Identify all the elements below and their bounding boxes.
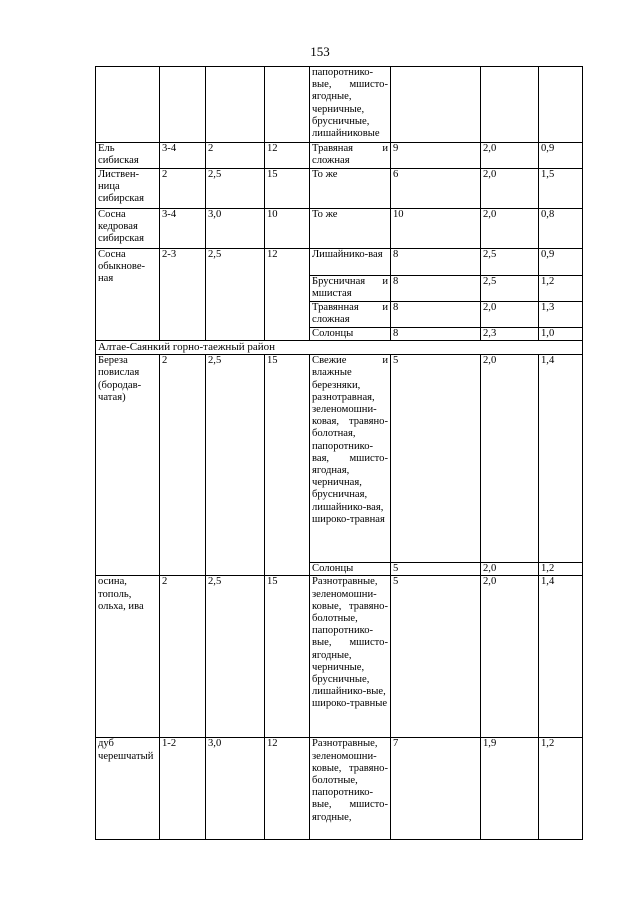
table-cell: 2,0 (481, 302, 539, 328)
species-cell: Ель сибиская (96, 143, 160, 169)
table-cell (265, 67, 310, 143)
table-cell: 2,3 (481, 328, 539, 341)
table-cell: 1-2 (160, 738, 206, 840)
forest-type-cell: Травянная и сложная (310, 302, 391, 328)
table-cell: 2 (160, 355, 206, 576)
table-cell: 2 (160, 169, 206, 209)
table-cell: 1,2 (539, 563, 583, 576)
table-cell: 5 (391, 576, 481, 738)
table-cell: 2,5 (206, 355, 265, 576)
forest-type-cell: Свежие и влажные березняки, разнотравная, зеленомошни-ковая, травяно-болотная, папоротнико-вая, мшисто-ягодная, черничная, брусничная, лишайнико-вая, широко-травная (310, 355, 391, 563)
table-row (96, 67, 583, 143)
table-cell (391, 67, 481, 143)
table-cell: 2,0 (481, 355, 539, 563)
table-cell: 2,0 (481, 169, 539, 209)
table-row (96, 143, 583, 169)
table-cell: 1,4 (539, 355, 583, 563)
table-cell: 2,0 (481, 209, 539, 249)
table-cell: 9 (391, 143, 481, 169)
table-cell: 0,9 (539, 143, 583, 169)
table-cell: 1,2 (539, 276, 583, 302)
table-cell: 2 (160, 576, 206, 738)
forest-type-cell: Разнотравные, зеленомошни-ковые, травяно-болотные, папоротнико-вые, мшисто-ягодные, (310, 738, 391, 840)
table-cell: 12 (265, 143, 310, 169)
forest-type-cell: Брусничная и мшистая (310, 276, 391, 302)
table-cell (206, 67, 265, 143)
table-cell: 2,0 (481, 143, 539, 169)
table-cell: 2 (206, 143, 265, 169)
table-cell: 2,5 (206, 576, 265, 738)
table-cell: 5 (391, 563, 481, 576)
table-cell: 3,0 (206, 209, 265, 249)
section-row (96, 341, 583, 355)
table-cell: 10 (391, 209, 481, 249)
species-cell: Сосна обыкнове-ная (96, 249, 160, 341)
table-cell: 8 (391, 328, 481, 341)
table-cell: 2,5 (481, 249, 539, 276)
table-cell: 0,9 (539, 249, 583, 276)
species-cell: осина, тополь, ольха, ива (96, 576, 160, 738)
table-cell: 5 (391, 355, 481, 563)
table-cell: 1,0 (539, 328, 583, 341)
table-row (96, 355, 583, 563)
table-cell: 1,4 (539, 576, 583, 738)
table-cell: 8 (391, 249, 481, 276)
table-cell: 6 (391, 169, 481, 209)
table-cell: 1,3 (539, 302, 583, 328)
table-cell: 2,5 (206, 169, 265, 209)
table-cell: 3-4 (160, 143, 206, 169)
table-cell: 12 (265, 738, 310, 840)
table-cell: 2-3 (160, 249, 206, 341)
species-cell: Листвен-ница сибирская (96, 169, 160, 209)
species-cell: Береза повислая (бородав-чатая) (96, 355, 160, 576)
table-cell: 3,0 (206, 738, 265, 840)
forest-table (95, 66, 583, 840)
species-cell: дуб черешчатый (96, 738, 160, 840)
forest-type-cell: Разнотравные, зеленомошни-ковые, травяно-болотные, папоротнико-вые, мшисто-ягодные, черничные, брусничные, лишайнико-вые, широко-травные (310, 576, 391, 738)
forest-type-cell: папоротнико-вые, мшисто-ягодные, черничные, брусничные, лишайниковые (310, 67, 391, 143)
table-cell: 10 (265, 209, 310, 249)
table-row (96, 209, 583, 249)
table-cell: 1,2 (539, 738, 583, 840)
table-cell: 7 (391, 738, 481, 840)
table-row (96, 249, 583, 276)
table-cell: 15 (265, 355, 310, 576)
table-cell: 2,0 (481, 563, 539, 576)
forest-type-cell: Солонцы (310, 563, 391, 576)
table-cell: 2,0 (481, 576, 539, 738)
table-cell: 12 (265, 249, 310, 341)
species-cell (96, 67, 160, 143)
table-cell: 1,9 (481, 738, 539, 840)
table-row (96, 169, 583, 209)
table-cell: 8 (391, 302, 481, 328)
table-cell: 0,8 (539, 209, 583, 249)
table-cell: 2,5 (481, 276, 539, 302)
section-heading: Алтае-Саянкий горно-таежный район (96, 341, 583, 355)
forest-type-cell: Травяная и сложная (310, 143, 391, 169)
table-cell: 3-4 (160, 209, 206, 249)
table-row (96, 576, 583, 738)
table-cell: 1,5 (539, 169, 583, 209)
table-cell: 2,5 (206, 249, 265, 341)
table-cell: 15 (265, 169, 310, 209)
table-cell: 15 (265, 576, 310, 738)
table-cell (160, 67, 206, 143)
forest-type-cell: То же (310, 209, 391, 249)
forest-type-cell: Солонцы (310, 328, 391, 341)
page-number: 153 (310, 44, 330, 59)
forest-type-cell: То же (310, 169, 391, 209)
species-cell: Сосна кедровая сибирская (96, 209, 160, 249)
table-row (96, 738, 583, 840)
table-cell (481, 67, 539, 143)
table-cell: 8 (391, 276, 481, 302)
forest-type-cell: Лишайнико-вая (310, 249, 391, 276)
table-cell (539, 67, 583, 143)
